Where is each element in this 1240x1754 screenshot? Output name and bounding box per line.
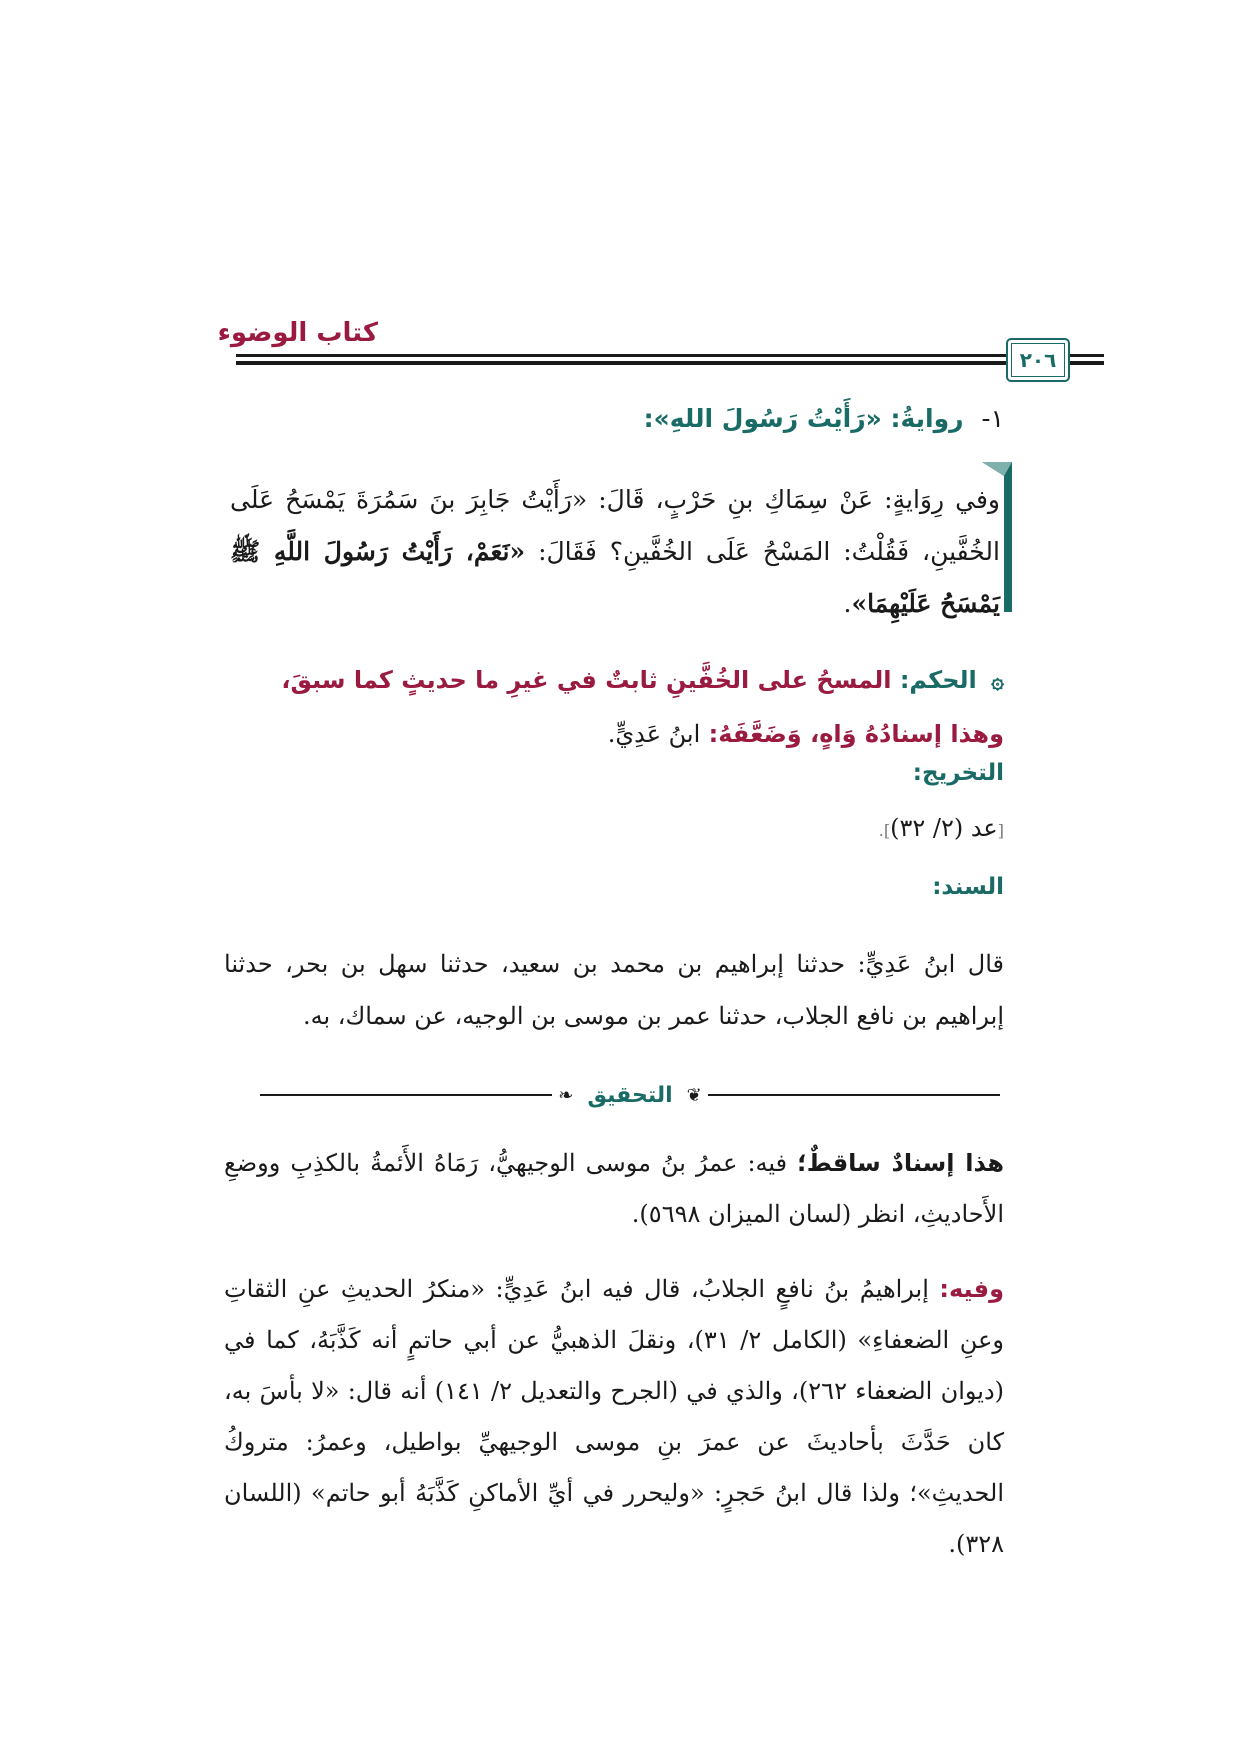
ruling-ornament-icon: ۞ xyxy=(991,669,1004,694)
analysis-paragraph-1 xyxy=(224,1138,1004,1240)
divider-ornament-icon: ❦ xyxy=(686,1084,702,1106)
page-number xyxy=(1006,338,1070,382)
divider-line-right xyxy=(708,1094,1000,1096)
paragraph-1-text: فيه: عمرُ بنُ موسى الوجيهيُّ، رَمَاهُ الأَئمةُ بالكذِبِ ووضعِ الأَحاديثِ، انظر (لسان الميزان ٥٦٩٨). xyxy=(224,1149,1004,1228)
section-heading xyxy=(300,404,1004,433)
paragraph-2-lead: وفيه: xyxy=(939,1275,1004,1303)
takhrij-close-mark: ]. xyxy=(878,821,891,840)
header-rule-bottom xyxy=(236,361,1006,365)
ruling-label: الحكم: xyxy=(899,666,977,694)
takhrij-text xyxy=(879,814,1004,842)
takhrij-open-mark: [ xyxy=(997,821,1004,840)
hadith-quote: «نَعَمْ، رَأَيْتُ رَسُولَ اللَّهِ ﷺ يَمْسَحُ عَلَيْهِمَا» xyxy=(230,537,1000,618)
divider-ornament-icon: ❧ xyxy=(558,1084,574,1106)
header-rule-left-bottom xyxy=(1070,361,1104,365)
ruling-text: المسحُ على الخُفَّينِ ثابتٌ في غيرِ ما حديثٍ كما سبقَ، وهذا إسنادُهُ وَاهٍ، وَضَعَّفَهُ: xyxy=(281,666,1004,748)
hadith-text xyxy=(230,474,1000,630)
hadith-end: . xyxy=(843,589,852,618)
section-title: روايةُ: «رَأَيْتُ رَسُولَ اللهِ»: xyxy=(643,404,964,433)
takhrij-heading: التخريج: xyxy=(912,760,1004,786)
running-header-title: كتاب الوضوء xyxy=(217,318,378,348)
tahqiq-heading: التحقيق xyxy=(587,1082,673,1108)
header-rule-left-top xyxy=(1070,354,1104,357)
hadith-body: وفي رِوَايةٍ: عَنْ سِمَاكِ بنِ حَرْبٍ، قَالَ: «رَأَيْتُ جَابِرَ بنَ سَمُرَةَ يَمْسَحُ عَلَى الخُفَّينِ، فَقُلْتُ: المَسْحُ عَلَى الخُفَّينِ؟ فَقَالَ: xyxy=(230,485,1000,566)
takhrij-ref: عد (٢/ ٣٢) xyxy=(890,814,998,842)
tahqiq-divider xyxy=(260,1080,1000,1110)
page-number-text: ٢٠٦ xyxy=(1019,348,1057,372)
paragraph-2-text: إبراهيمُ بنُ نافعٍ الجلابُ، قال فيه ابنُ عَدِيٍّ: «منكرُ الحديثِ عنِ الثقاتِ وعنِ الضعفاءِ» (الكامل ٢/ ٣١)، ونقلَ الذهبيُّ عن أبي حاتمٍ أنه كَذَّبَهُ، كما في (ديوان الضعفاء ٢٦٢)، والذي في (الجرح والتعديل ٢/ ١٤١) أنه قال: «لا بأسَ به، كان حَدَّثَ بأحاديثَ عن عمرَ بنِ موسى الوجيهيِّ بواطيل، وعمرُ: متروكُ الحديثِ»؛ ولذا قال ابنُ حَجرٍ: «وليحرر في أيِّ الأماكنِ كَذَّبَهُ أبو حاتم» (اللسان ٣٢٨). xyxy=(224,1275,1004,1558)
sanad-text: قال ابنُ عَدِيٍّ: حدثنا إبراهيم بن محمد بن سعيد، حدثنا سهل بن بحر، حدثنا إبراهيم بن نافع الجلاب، حدثنا عمر بن موسى بن الوجيه، عن سماك، به. xyxy=(224,950,1004,1030)
sanad-heading: السند: xyxy=(932,874,1004,900)
divider-line-left xyxy=(260,1094,552,1096)
ruling-plain: ابنُ عَدِيٍّ. xyxy=(607,720,701,748)
ruling xyxy=(224,654,1004,760)
analysis-paragraph-2 xyxy=(224,1264,1004,1570)
paragraph-1-lead: هذا إسنادٌ ساقطٌ؛ xyxy=(797,1149,1004,1177)
header-rule-top xyxy=(236,354,1006,357)
section-number: ١- xyxy=(981,404,1004,433)
